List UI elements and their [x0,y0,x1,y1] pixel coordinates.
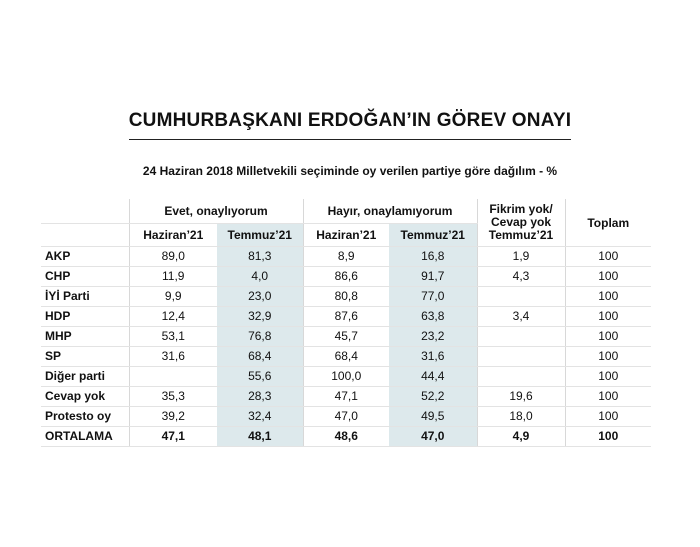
cell-value: 23,0 [217,287,303,307]
cell-value: 28,3 [217,387,303,407]
row-label: Protesto oy [41,407,129,427]
cell-value [477,347,565,367]
cell-value: 35,3 [129,387,217,407]
cell-value: 89,0 [129,247,217,267]
approval-table [41,199,651,447]
cell-value: 45,7 [303,327,389,347]
cell-value: 4,3 [477,267,565,287]
cell-value: 86,6 [303,267,389,287]
table-row [41,347,651,367]
cell-value [477,367,565,387]
cell-value [477,327,565,347]
cell-value: 4,9 [477,427,565,447]
cell-value: 39,2 [129,407,217,427]
table-row [41,307,651,327]
row-label: ORTALAMA [41,427,129,447]
header-evet: Evet, onaylıyorum [129,199,303,224]
cell-value: 53,1 [129,327,217,347]
table-row [41,267,651,287]
cell-value: 91,7 [389,267,477,287]
cell-value: 68,4 [217,347,303,367]
header-fikrim-line1: Fikrim yok/ [489,202,553,216]
table-row [41,327,651,347]
cell-value: 100 [565,267,651,287]
cell-value: 100 [565,407,651,427]
cell-value: 100 [565,287,651,307]
cell-value: 55,6 [217,367,303,387]
cell-value: 100,0 [303,367,389,387]
cell-value: 48,6 [303,427,389,447]
row-label: Cevap yok [41,387,129,407]
cell-value: 47,0 [389,427,477,447]
cell-value: 31,6 [129,347,217,367]
data-table [41,199,651,447]
header-fikrim-line3: Temmuz’21 [488,228,554,242]
cell-value: 12,4 [129,307,217,327]
cell-value: 80,8 [303,287,389,307]
cell-value: 44,4 [389,367,477,387]
chart-subtitle: 24 Haziran 2018 Milletvekili seçiminde oy verilen partiye göre dağılım - % [142,164,558,178]
cell-value: 100 [565,327,651,347]
title-underline [129,139,571,140]
subheader-corner [41,224,129,247]
cell-value: 100 [565,367,651,387]
cell-value: 81,3 [217,247,303,267]
cell-value: 19,6 [477,387,565,407]
subheader-hayir-temmuz: Temmuz’21 [389,224,477,247]
cell-value: 4,0 [217,267,303,287]
subheader-evet-haziran: Haziran’21 [129,224,217,247]
cell-value: 100 [565,387,651,407]
header-fikrim-line2: Cevap yok [490,215,552,229]
row-label: İYİ Parti [41,287,129,307]
cell-value: 11,9 [129,267,217,287]
cell-value: 8,9 [303,247,389,267]
cell-value: 31,6 [389,347,477,367]
row-label: HDP [41,307,129,327]
subheader-evet-temmuz: Temmuz’21 [217,224,303,247]
row-label: CHP [41,267,129,287]
header-hayir: Hayır, onaylamıyorum [303,199,477,224]
table-body [41,247,651,447]
cell-value: 32,4 [217,407,303,427]
table-row [41,407,651,427]
cell-value: 52,2 [389,387,477,407]
cell-value [129,367,217,387]
chart-title: CUMHURBAŞKANI ERDOĞAN’IN GÖREV ONAYI [128,110,572,131]
header-fikrim-yok [477,199,565,247]
cell-value: 9,9 [129,287,217,307]
cell-value: 87,6 [303,307,389,327]
cell-value: 1,9 [477,247,565,267]
table-row [41,247,651,267]
row-label: Diğer parti [41,367,129,387]
row-label: MHP [41,327,129,347]
subheader-hayir-haziran: Haziran’21 [303,224,389,247]
cell-value: 16,8 [389,247,477,267]
cell-value: 47,1 [303,387,389,407]
row-label: AKP [41,247,129,267]
cell-value: 47,1 [129,427,217,447]
cell-value: 32,9 [217,307,303,327]
table-row [41,287,651,307]
average-row [41,427,651,447]
cell-value: 76,8 [217,327,303,347]
cell-value: 68,4 [303,347,389,367]
cell-value: 23,2 [389,327,477,347]
cell-value: 3,4 [477,307,565,327]
cell-value: 48,1 [217,427,303,447]
cell-value: 18,0 [477,407,565,427]
cell-value [477,287,565,307]
header-toplam: Toplam [565,199,651,247]
header-corner [41,199,129,224]
cell-value: 49,5 [389,407,477,427]
cell-value: 100 [565,427,651,447]
cell-value: 63,8 [389,307,477,327]
cell-value: 100 [565,347,651,367]
row-label: SP [41,347,129,367]
table-row [41,387,651,407]
cell-value: 100 [565,247,651,267]
cell-value: 77,0 [389,287,477,307]
table-row [41,367,651,387]
cell-value: 47,0 [303,407,389,427]
cell-value: 100 [565,307,651,327]
